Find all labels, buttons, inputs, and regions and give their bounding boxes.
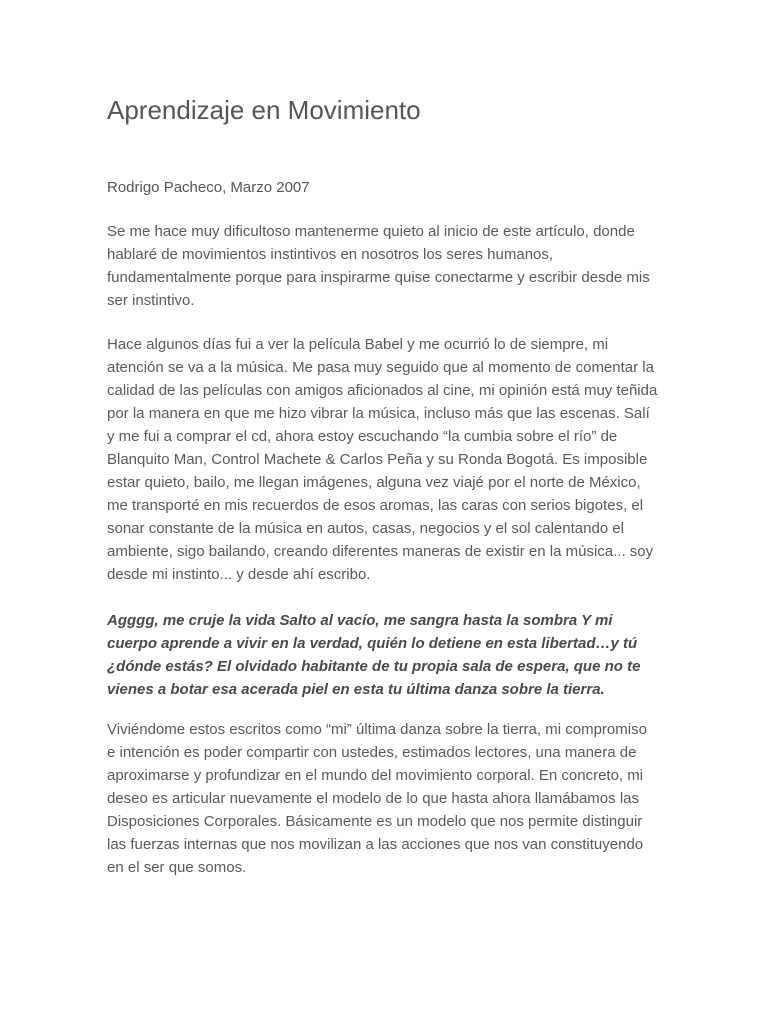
- paragraph-line: por la manera en que me hizo vibrar la música, incluso más que las escenas. Salí: [107, 405, 650, 422]
- paragraph-line: sonar constante de la música en autos, casas, negocios y el sol calentando el: [107, 520, 624, 537]
- paragraph-intro: [107, 220, 663, 312]
- document-title: Aprendizaje en Movimiento: [107, 95, 421, 125]
- paragraph-line: fundamentalmente porque para inspirarme quise conectarme y escribir desde mis: [107, 269, 650, 286]
- paragraph-babel: [107, 333, 663, 586]
- paragraph-line: en el ser que somos.: [107, 859, 247, 876]
- paragraph-line: cuerpo aprende a vivir en la verdad, quién lo detiene en esta libertad…y tú: [107, 635, 638, 652]
- paragraph-line: calidad de las películas con amigos aficionados al cine, mi opinión está muy teñida: [107, 382, 658, 399]
- paragraph-line: Viviéndome estos escritos como “mi” última danza sobre la tierra, mi compromiso: [107, 721, 647, 738]
- paragraph-line: ¿dónde estás? El olvidado habitante de tu propia sala de espera, que no te: [107, 658, 641, 675]
- paragraph-line: desde mi instinto... y desde ahí escribo.: [107, 566, 371, 583]
- paragraph-line: Disposiciones Corporales. Básicamente es un modelo que nos permite distinguir: [107, 813, 643, 830]
- paragraph-poem: [107, 609, 663, 701]
- paragraph-line: e intención es poder compartir con ustedes, estimados lectores, una manera de: [107, 744, 637, 761]
- paragraph-line: y me fui a comprar el cd, ahora estoy escuchando “la cumbia sobre el río” de: [107, 428, 618, 445]
- paragraph-line: hablaré de movimientos instintivos en nosotros los seres humanos,: [107, 246, 554, 263]
- paragraph-line: Agggg, me cruje la vida Salto al vacío, me sangra hasta la sombra Y mi: [107, 612, 613, 629]
- paragraph-line: ambiente, sigo bailando, creando diferentes maneras de existir en la música... soy: [107, 543, 654, 560]
- paragraph-line: atención se va a la música. Me pasa muy seguido que al momento de comentar la: [107, 359, 654, 376]
- document-byline: Rodrigo Pacheco, Marzo 2007: [107, 179, 310, 196]
- paragraph-line: las fuerzas internas que nos movilizan a las acciones que nos van constituyendo: [107, 836, 644, 853]
- paragraph-line: Se me hace muy dificultoso mantenerme quieto al inicio de este artículo, donde: [107, 223, 635, 240]
- paragraph-commitment: [107, 718, 663, 879]
- paragraph-line: Blanquito Man, Control Machete & Carlos Peña y su Ronda Bogotá. Es imposible: [107, 451, 648, 468]
- paragraph-line: estar quieto, bailo, me llegan imágenes, alguna vez viajé por el norte de México,: [107, 474, 641, 491]
- paragraph-line: deseo es articular nuevamente el modelo de lo que hasta ahora llamábamos las: [107, 790, 639, 807]
- paragraph-line: aproximarse y profundizar en el mundo del movimiento corporal. En concreto, mi: [107, 767, 644, 784]
- paragraph-line: vienes a botar esa acerada piel en esta tu última danza sobre la tierra.: [107, 681, 605, 698]
- paragraph-line: me transporté en mis recuerdos de esos aromas, las caras con serios bigotes, el: [107, 497, 644, 514]
- paragraph-line: Hace algunos días fui a ver la película Babel y me ocurrió lo de siempre, mi: [107, 336, 609, 353]
- paragraph-line: ser instintivo.: [107, 292, 195, 309]
